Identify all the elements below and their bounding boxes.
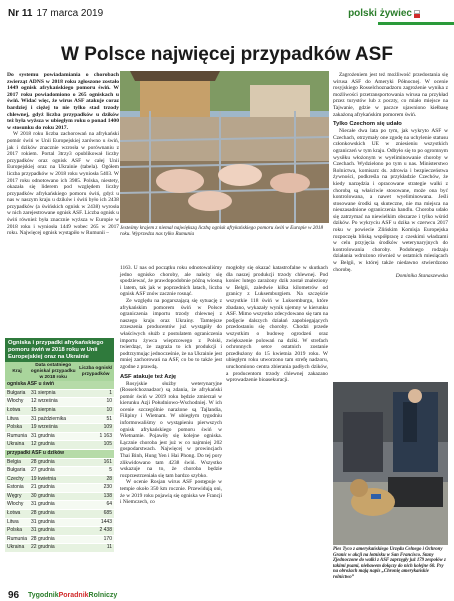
photo-caption: Pies Tyco z amerykańskiego Urzędu Celnego i Ochrony Granic w akcji na lotnisku w San Francisco. Stany Zjednoczone do walki z ASF zaprzęgły już 179 zespołów z takimi psami, niebawem dołączy do nich kolejne 60. Psy na obrożach mają napis „Chronię amerykańskie rolnictwo” [333, 547, 446, 580]
table-row: Belgia 28 grudnia 161 [5, 458, 114, 467]
header-country: Kraj [5, 362, 29, 381]
magazine-name: TygodnikPoradnikRolniczy [28, 592, 118, 599]
page-number: 96 [8, 590, 20, 601]
body-paragraph: mogłoby się okazać katastrofalne w skutkach dla naszej produkcji trzody chlewnej. Pod koniec lutego zarażony dzik został znaleziony w Belgii, zaledwie kilka kilometrów od granicy z Luksemburgiem. Na szczęście wszystkie 118 świń w Luksemburgu, które zbadano, wykazały wynik ujemny w kierunku ASF. Mimo wszystko zdecydowano się tam na podjęcie dalszych działań zapobiegających przedostaniu się choroby. Chodzi przede wszystkim o budowę ogrodzeń oraz zwiększenie polowań na dziki. W strefach ochronnych setce ostatnich zostanie przedłużony do 15 kwietnia 2019 roku. W ubiegłym roku utworzono tam strefę nadzoru, uruchomiono centra zbierania padłych dzików, a producentom trzody chlewnej zakazano wprowadzenie bioasekuracji. [226, 265, 328, 384]
column-4 [333, 72, 448, 280]
table-header-row [5, 362, 114, 381]
table-row: Bułgaria 31 sierpnia 1 [5, 389, 114, 398]
table-row: Rumunia 31 grudnia 1 163 [5, 432, 114, 441]
lead-paragraph: Do systemu powiadamiania o chorobach zwierząt ADNS w 2018 roku zgłoszone zostało 1449 ognisk afrykańskiego pomoru świń. W 2017 roku powiadomiono o 265 ogniskach u świń. Widać więc, że wirus ASF atakuje coraz bardziej i ciężej to nie tylko stad trzody chlewnej, gdyż liczba przypadków u dzików też była wyższa w ubiegłym roku o ponad 1400 w stosunku do roku 2017. [7, 72, 119, 131]
asf-table [5, 338, 114, 553]
table-row: Litwa 31 grudnia 1443 [5, 518, 114, 527]
table-row: Włochy 12 września 10 [5, 398, 114, 407]
table-row: Polska 19 września 109 [5, 424, 114, 433]
body-paragraph: 1163. U nas od początku roku odnotowaliśmy jedno ognisko choroby, ale należy się spodziewać, że prawdopodobnie późną wiosną i latem, tak jak w poprzednich latach, liczba ognisk ASF znów zacznie rosnąć. [120, 265, 222, 298]
table-row: Włochy 31 grudnia 64 [5, 501, 114, 510]
table-title: Ogniska i przypadki afrykańskiego pomoru świń w 2018 roku w Unii Europejskiej oraz na Ukrainie [5, 338, 114, 362]
section-brand [348, 8, 412, 19]
brand-name: żywiec [379, 8, 412, 19]
table-row: Rumunia 28 grudnia 170 [5, 535, 114, 544]
table-row: Łotwa 28 grudnia 685 [5, 510, 114, 519]
table-row: Czechy 19 kwietnia 28 [5, 475, 114, 484]
photo-caption: Jesteśmy krajem z niemal największą liczbą ognisk afrykańskiego pomoru świń w Europie w 2018 roku. Wyprzedza nas tylko Rumunia [120, 225, 324, 237]
section-heading: ASF atakuje też Azję [120, 373, 177, 380]
issue-date: 17 marca 2019 [36, 8, 104, 19]
section-heading: Tylko Czechom się udało [333, 121, 402, 128]
brand-prefix: polski [348, 8, 377, 19]
body-paragraph: Zagrożeniem jest też możliwość przedostania się wirusa ASF do Ameryki Północnej. W ocenie rosyjskiego Rosselchoznadzoru zagrożenie wynika z możliwości przetransportowania wirusa na przykład przez turystów lub z poczty, co miało miejsce na Tajwanie, gdzie w paczce ujawniono kiełbasę zakażoną afrykańskim pomorem świń. [333, 72, 448, 118]
data-table [5, 362, 114, 553]
body-paragraph: Rosyjskie służby weterynaryjne (Rosselchoznadzor) są zdania, że afrykański pomór świń w 2019 roku będzie zmierzał w kierunku Azji Południowo-Wschodniej. W ich ocenie szczególnie narażone są Tajlandia, Filipiny i Wietnam. W ubiegłym tygodniu informowaliśmy o wystąpieniu pierwszych ognisk afrykańskiego pomoru świń w Wietnamie. Pojawiły się kolejne ogniska. Łącznie choroba jest już w co najmniej 202 gospodarstwach. Najwięcej w prowincjach Thai Binh, Hung Yen i Hai Phong. Do tej pory zlikwidowano tam 4238 świń. Wszystko wskazuje na to, że choroba będzie rozprzestrzeniała się tam bardzo szybko. [120, 380, 222, 479]
body-paragraph: Ze względu na pogarszającą się sytuację z afrykańskim pomorem świń w Polsce ograniczenia importu trzody chlewnej z naszego kraju oraz Ukrainy. Tamtejsze zrzeszenia producentów już wystąpiły do właściwych służb z postulatem ograniczenia importu żywca wieprzowego z Polski, twierdząc, że zagraża to ich produkcji i podtrzymując jednocześnie, że na Ukrainie jest mniej zachorowań na ASF, co bo to także jest zgodne z prawdą. [120, 297, 222, 370]
table-section-header: ogniska ASF u świń [5, 381, 114, 389]
header-accent-bar [378, 22, 454, 25]
article-title: W Polsce najwięcej przypadków ASF [61, 44, 393, 65]
table-row: Polska 31 grudnia 2 438 [5, 527, 114, 536]
customs-dog-photo [333, 382, 448, 545]
header-date: Data ostatniego ogniska/ przypadku w 2018 roku [30, 363, 76, 380]
table-row: Bułgaria 27 grudnia 5 [5, 467, 114, 476]
issue-number: Nr 11 [8, 8, 33, 19]
header-count: Liczba ognisk/ przypadków [77, 362, 114, 381]
body-paragraph: W 2018 roku liczba zachorowań na afrykański pomór świń w Unii Europejskiej zarówno u świń, jak i dzików znacznie wzrosła w porównaniu z 2017 rokiem. Portal 3trzy3 opublikował liczby przypadków oraz ognisk ASF w całej Unii Europejskiej oraz na Ukrainie (tabela). Ogółem liczba przypadków w 2018 roku wyniosła 5403. W 2017 roku odnotowano ich 3985. Polska, niestety, okazała się liderem pod względem liczby przypadków afrykańskiego pomoru świń, gdyż u nas w naszym kraju u dzików i świń było ich 2438 przypadków (a świńskich ognisk w 2438) wyrosła w nich zarejestrowane ognisk ASF. Liczba ognisk u świń również była znacznie wyższa w Europie w 2018 roku i wyniosła 1449 wobec 265 w 2017 roku. Najwięcej ognisk wystąpiło w Rumunii – [7, 131, 119, 237]
body-paragraph: Niecałe dwa lata po tym, jak wykryto ASF w Czechach, otrzymały one zgodę na uchylenie statusu członkowskich UE w zniesieniu wszystkich ograniczeń w tym kraju. Odbyło się to po ogromnym wysiłku włożonym w wyeliminowanie choroby w Czechach. Wydzielono po tym u nas. Ministerstwo Rolnictwa, komisarz ds. zdrowia i bezpieczeństwa żywności, podkreśla na przykładzie Czechów, że kiedy narzędzia i opracowane strategie walki z chorobą są właściwie stosowane, może ona być kontrolowana, a nawet wyeliminowana. Jeśli stosowane środki są skuteczne, nie ma miejsca na nieuzasadnione ograniczenia handlu. Choroba udało się zatrzymać na niewielkim obszarze i tylko wśród dzików. Po wykryciu ASF u dzika w czerwcu 2017 roku w powiecie Zlińskim Komisja Europejska rozpoczęła bliską współpracę z czeskimi władzami w celu przyjęcia środków weterynaryjnych do kontrolowania choroby. Podobnego rodzaju działania wdrożono również w ostatnich miesiącach w Belgii, w której także niedawno stwierdzono chorobę. [333, 128, 448, 273]
table-row: Łotwa 15 sierpnia 10 [5, 406, 114, 415]
pig-farm-photo [120, 71, 329, 223]
issue-info [8, 8, 103, 19]
column-1 [7, 72, 119, 237]
table-row: Estonia 21 grudnia 230 [5, 484, 114, 493]
column-2 [120, 265, 222, 506]
table-row: Litwa 31 października 51 [5, 415, 114, 424]
table-row: Ukraina 22 grudnia 11 [5, 544, 114, 553]
body-paragraph: W ocenie Rosjan wirus ASF postępuje w tempie około 350 km rocznie. Przewidują oni, że w 2019 roku pojawią się ogniska we Francji i Niemczech, co [120, 479, 222, 506]
page-header [0, 0, 454, 38]
polish-flag-icon [414, 10, 420, 18]
column-3 [226, 265, 328, 384]
table-section-header: przypadki ASF u dzików [5, 449, 114, 458]
table-row: Ukraina 12 grudnia 105 [5, 441, 114, 450]
table-row: Węgry 30 grudnia 138 [5, 492, 114, 501]
author-signature: Dominika Stanaszewska [395, 273, 448, 280]
